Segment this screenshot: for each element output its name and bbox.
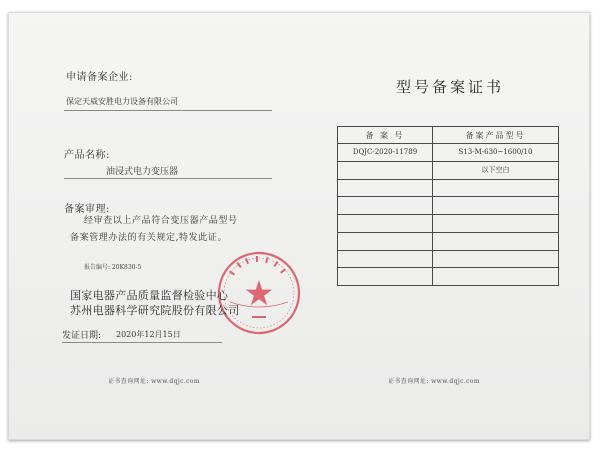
product-model-cell [433,179,559,197]
query-url-right: 证书查询网址: www.dqjc.com [388,378,481,385]
table-row [338,197,559,215]
certificate-title: 型号备案证书 [396,78,505,96]
table-header-row [338,127,559,144]
report-number: 报告编号: 20K830-5 [84,264,142,271]
product-model-cell [433,250,559,268]
review-label: 备案审理: [64,204,110,215]
table-row [338,215,559,233]
registration-no-cell [338,179,433,197]
registration-table [337,126,559,286]
blank-below-note: 以下空白 [433,161,559,179]
issuer-line-2: 苏州电器科学研究院股份有限公司 [70,304,240,317]
registration-no-cell [338,268,433,286]
issue-date-value: 2020年12月15日 [116,330,181,339]
product-model-cell [433,232,559,250]
product-model-cell: S13-M-630~1600/10 [433,144,559,162]
table-row [338,232,559,250]
product-model-cell [433,268,559,286]
table-row [338,161,559,179]
product-model-cell [433,197,559,215]
registration-no-cell [338,197,433,215]
query-url-left: 证书查询网址: www.dqjc.com [108,378,201,385]
table-row [338,144,559,162]
certificate-sheet [8,12,590,440]
col-header-registration-no: 备 案 号 [338,127,433,144]
registration-no-cell [338,215,433,233]
table-row [338,250,559,268]
table-row [338,179,559,197]
product-label: 产品名称: [64,150,110,161]
applicant-label: 申请备案企业: [66,72,133,83]
registration-no-cell: DQJC-2020-11789 [338,144,433,162]
applicant-value: 保定天威安胜电力设备有限公司 [66,97,178,106]
applicant-underline [64,110,272,111]
registration-no-cell [338,161,433,179]
product-model-cell [433,215,559,233]
red-seal-stamp [216,250,302,336]
registration-no-cell [338,250,433,268]
registration-no-cell [338,232,433,250]
issue-date-label: 发证日期: [62,331,102,341]
col-header-product-model: 备案产品型号 [433,127,559,144]
table-row [338,268,559,286]
issuer-line-1: 国家电器产品质量监督检验中心 [70,289,229,302]
product-underline [64,178,272,179]
review-text-line-1: 经审查以上产品符合变压器产品型号 [84,216,238,226]
review-text-line-2: 备案管理办法的有关规定,特发此证。 [70,233,228,243]
issue-date-underline [62,342,222,343]
product-value: 油浸式电力变压器 [106,167,179,177]
